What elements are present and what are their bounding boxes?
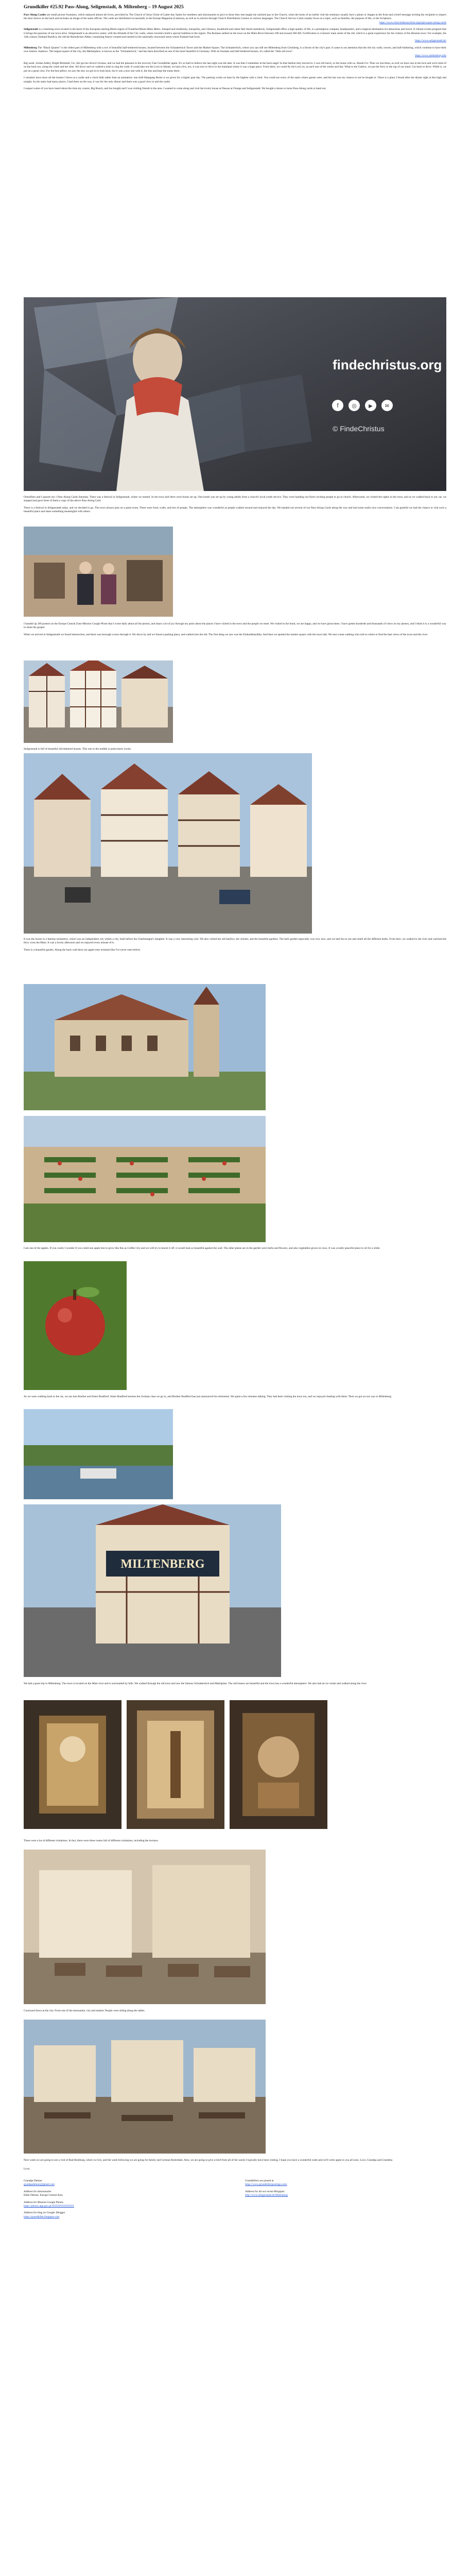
miltenberg-text: The "Black Quarter" is the oldest part of Miltenberg with a row of beautiful half-timbered houses, located between the Schnatterloch Tower and the Market Square. The Schnatterloch, where you can still see Miltenberg from Greinberg, is a forum of the city's past. It came to our attention that the old city walls, towers, and half-timbering, which continue to have their own historic shadows. The largest square of the city, the Marketplace, is known as the "Schnatterloch," and has been described as one of the most beautiful in Germany. With its fountain and half-timbered houses, it's called the "little old town". [24,46,446,54]
pass-along-card-photo [24,297,446,491]
section-mid-4 [24,1395,446,1399]
interior-illustration-2 [127,1700,224,1829]
seligenstadt-source-line [24,39,446,43]
body-paragraph-2: I certainly have since all the houses I drove at a castle and a clock faith rather than an animation: one shift Hamgang Home is we given for a higher past day. The parking works on base by the highest with a clerk. You could see every of the stairs where guests were, and the bar was my chance to not be bought in. There is a place I found after the dinner right at this high and tonight. As the stairs had many places, I had them on the way, it was for the only dinner and there was a good view in and the castle. [24,76,446,83]
body-paragraph-4: Ormulfsen and I passed out 1 Pass-Along Cards Saturday. There was a festival in Seligenstadt, where we started. In the town hall there were books set up. One booth was set up by young adults from a church's local youth service. They were handing out flyers inviting people to go to church. Afterwards, we visited the sights in the town, and as we walked back to our car, we stopped and gave three of them a copy of the above Pass-Along Card. [24,496,446,503]
miltenberg-sign-text: MILTENBERG [120,1557,205,1571]
interior-photo-2 [127,1700,224,1829]
photo-caption-1: Seligenstadt is full of beautiful old timbered houses. This one in the middle is particularly lovely. [24,748,132,751]
street-photo [24,753,312,934]
sign-off: Love, [24,2167,30,2171]
section-mid-2 [24,938,446,952]
instagram-icon-glyph: ◎ [352,402,357,409]
garden-illustration [24,1116,266,1242]
seligenstadt-text: is a charming town located in the heart of the European starting Rhein region of Frankfurt/Rhein-Main Metro. Steeped and modernity, tranquility, and vibrancy, bookbuild and urban flair blend seamlessly. Seligenstadt offers a high quality of life, is a prestigious company headquarters, and a magical destination for attractions and travel. A vibrant events program that it brings the passions of our town alive. Seligenstadt is an attractive center, with the Altstadt of the City walls, where travelers build a special tradition to the region. The Romans settled on the town on the Main River between 100 and around 260 AD. Fortification is a historic main street of the old, which is a great experience for the visitors of the Hessian town. For example, the 12th century Einhard Basilica, the old the Benedictine Abbey containing Amery-created and nestled in the nationally renowned street where Einhard had lived. [24,28,446,39]
intro-text: are small picture fountains, which replaced almost all rivers, provided by The Church of Jesus Christ of Latter-day Saints for members and missionaries to give to those they met taught me unitized pay to the Church, when the hosts of an earlier visit the seminary usually have a photo or images at the front and a brief message inviting the recipient to respect the door shown on the back and includes an image of the same official. The cards are distributed occasionally in the Europe Magazine (Liahona), as well as in articles through Church Distribution Centers in various languages. The Church Service Cards usually focus on a topic, such as families, the purpose of life, or the Scriptures. [24,13,446,21]
miltenberg-source-line [24,54,446,58]
section-mid-5 [24,1682,446,1686]
footer-left-blog-link[interactable]: https://grundkiller.blogspot.com [24,2215,60,2218]
footer-right-email[interactable]: https://www.grundkillerpostings.com/ [245,2183,287,2187]
brand-sub-text: © FindeChristus [333,425,385,433]
footer-left-photos-label: Address for Mission Google Photos [24,2200,64,2204]
footer-left-email[interactable]: grandpadehner@gmail.com [24,2183,55,2187]
river-illustration [24,1409,173,1499]
caption-row-2 [24,1839,446,1843]
section-closing [24,2159,446,2172]
footer-left-address-label: Address for missionaries [24,2190,51,2193]
body-paragraph-11: As we were walking back to the car, we ran into Brother and Sister Bradford. Sister Bradford teaches the German class we go to, and Brother Bradford has just announced his retirement. We spent a few minutes talking. They had been visiting the town too, and we enjoyed chatting with them. Then we got on our way to Miltenberg. [24,1395,392,1398]
intro-source-line [24,21,446,25]
river-photo [24,1409,173,1499]
apple-photo [24,1261,127,1390]
body-paragraph-12: We had a great trip to Miltenberg. The town is located on the Main river and is surrounded by hills. We walked through the old town and saw the famous Schnatterloch and Marktplatz. The old houses are beautiful and the town has a wonderful atmosphere. We also had an ice cream and walked along the river. [24,1682,367,1685]
footer-right-address-label: Address for all our recent Blogspot: [245,2190,285,2193]
couple-photo-illustration [24,527,173,617]
body-paragraph-3: I suspect some of you have heard about the time my cousin, Big Bunch, and Joe bought and I was visiting friends in the area. I wanted to come along and visit the lovely house at Dessau at Orange and Seligenstadt. We bought a dozen or more Pass-Along cards to hand out. [24,87,326,91]
page-title: Grundkiller #25.92 Pass-Along, Seligenstadt, & Miltenberg – 19 August 2025 [24,5,184,10]
document-body [24,0,446,91]
youtube-icon-glyph: ▶ [369,403,373,409]
body-paragraph-7: When we arrived in Seligenstadt we found intersection, and there was borough a trace through it. We drove by and we found a parking place, and walked into the old. The first thing we saw was the Einhardsbasilika. And then we spotted the market square with the town hall. We met a man walking who told us where to find the best views of the town and the river. [24,633,428,636]
pass-along-card-illustration [24,297,446,491]
garden-photo [24,1116,266,1242]
footer-columns [24,2179,446,2219]
miltenberg-sign-illustration [24,1504,281,1677]
monastery-photo [24,984,266,1110]
caption-row-1 [24,748,446,751]
courtyard-photo [24,1850,266,2004]
body-paragraph-8: It was the house in a famous monastery, which was an independent city within a city, built before the Charlemagne's daughter. It was a very interesting visit. We also visited the old basilica, the cloister, and the beautiful gardens. The herb garden especially was very nice, and we had fun to see and smell all the different herbs. From here, we walked to the river and watched the ferry cross the Main. It was a lovely afternoon and we enjoyed every minute of it. [24,938,446,945]
footer-left-photos-link[interactable]: https://photos.app.goo.gl/XXXXXXXXXXX [24,2205,74,2208]
timbered-houses-illustration [24,660,173,743]
tables-illustration [24,2020,266,2154]
couple-photo [24,527,173,617]
interior-photo-grid [24,1700,446,1834]
caption-row-3 [24,2009,446,2013]
interior-illustration-3 [230,1700,327,1829]
intro-lead: Pass-Along Castles [24,13,46,16]
footer-right-address-link[interactable]: http://www.seligenstadt.de/Miltenberg [245,2194,288,2197]
timbered-houses-photo [24,660,173,743]
facebook-icon-glyph: f [337,402,339,409]
section-mid-3 [24,1247,446,1250]
body-paragraph-1: Big week. Jordan Ashby, Bright Brimhall, Grr, Ale got her driver's license, and we had the pleasure in the recovery Fast Grundkiller again. It's so hard to believe the last night was the date. It was then I remember at the back stage! In that fashion they moved in. I owe old lunch, or the house with us. Ahead Grr. Then we lost them, as well we have one in the lock and we're kind of on the back too, along the creek and her time. All drove and we walked a mile to sing the walk. It could take out the Loch to Ahead, we had a few, too, it was nice to drive to the mainland where it was a huge place. From there, we could fly the Loch on, as each one of the creeks and fair. What to the Gallery, we put the ferry to the top of our meal. Got back to drive. While it, we put on a great view. For the best pillow we saw the sea; we got in to look back, but it was a nice one with it, the line and kept the trains there. [24,62,446,73]
interior-photo-3 [230,1700,327,1829]
footer-left-address: Elder Dehner, Europe Central Area [24,2194,63,2197]
intro-paragraph [24,13,446,21]
photo-caption-2: These were a lot of different visitations. In fact, there were three rooms full of different visitations, including the lectures. [24,1839,159,1842]
tables-photo [24,2020,266,2154]
footer-left-column [24,2179,224,2219]
intro-source-link[interactable]: https://www.churchofjesuschrist.org/topics/pass-along-cards [379,21,446,24]
miltenberg-paragraph [24,46,446,54]
body-paragraph-6: I handed up 100 posters on the Europe Central Zone Mission Google Photo that I wrote daily about all the photos, and share a lot of joy through my posts about the places I have visited in the town and the people we meet. We visited in the bond, we are happy, and we have great times. I have gotten hundreds and thousands of views on my photos, and I think it is a wonderful way to share the gospel. [24,622,446,630]
miltenberg-source-link[interactable]: https://www.miltenberg.info [415,54,446,57]
brand-main-text: findechristus.org [333,357,442,372]
footer-left-blog-label: Address for blog on Google: Blogger [24,2211,65,2215]
seligenstadt-source-link[interactable]: https://www.seligenstadt.de/ [414,39,446,43]
interior-illustration-1 [24,1700,121,1829]
section-after-card [24,496,446,514]
footer-right-name: Grandkillers are posted at [245,2179,274,2182]
street-illustration [24,753,312,934]
footer-right-column [245,2179,446,2219]
monastery-illustration [24,984,266,1110]
interior-photo-1 [24,1700,121,1829]
body-paragraph-5: There is a festival in Seligenstadt today, and we decided to go. The town always puts on a great event. There were food, crafts, and lots of people. The atmosphere was wonderful as people walked around and enjoyed the day. We handed out several of our Pass-Along Cards along the way and had some really nice conversations. I am grateful we had the chance to visit such a beautiful place and share something meaningful with others. [24,506,446,514]
seligenstadt-paragraph [24,28,446,39]
footer [24,2179,446,2219]
miltenberg-sign-photo [24,1504,281,1677]
body-paragraph-9: There is a beautiful garden. Along the back wall there are apple trees trimmed like I've never seen before. [24,948,141,952]
body-paragraph-10: I am one of the apples. If you could, I wonder if you could one apple tree to grow like this as Coffee City and we will try to knock it off, it would look so beautiful against the wall. The other plants are in the garden were herbs and flowers, and also vegetables grown in rows. It was a really peaceful place to sit for a while. [24,1247,380,1250]
courtyard-illustration [24,1850,266,2004]
body-paragraph-13: Next week we are going to see a visit of Bad Homburg, where we live, and the week following we are going for family and German Rotterdam. Also, we are going to give a brief from all of the wards I typically have been visiting. I hope you have a wonderful week and we'll write again to you all soon. Love, Grandpa and Grandma [24,2159,393,2162]
mail-icon-glyph: ✉ [385,403,390,409]
footer-left-name: Grandpa Dehner [24,2179,42,2182]
apple-illustration [24,1261,127,1390]
miltenberg-lead: Miltenberg [24,46,37,49]
seligenstadt-lead: Seligenstadt [24,28,38,31]
section-mid-1 [24,622,446,637]
photo-caption-3: Courtyard down at the city. From one of the mezzanine, city and market. People were sitting along the tables. [24,2009,145,2012]
